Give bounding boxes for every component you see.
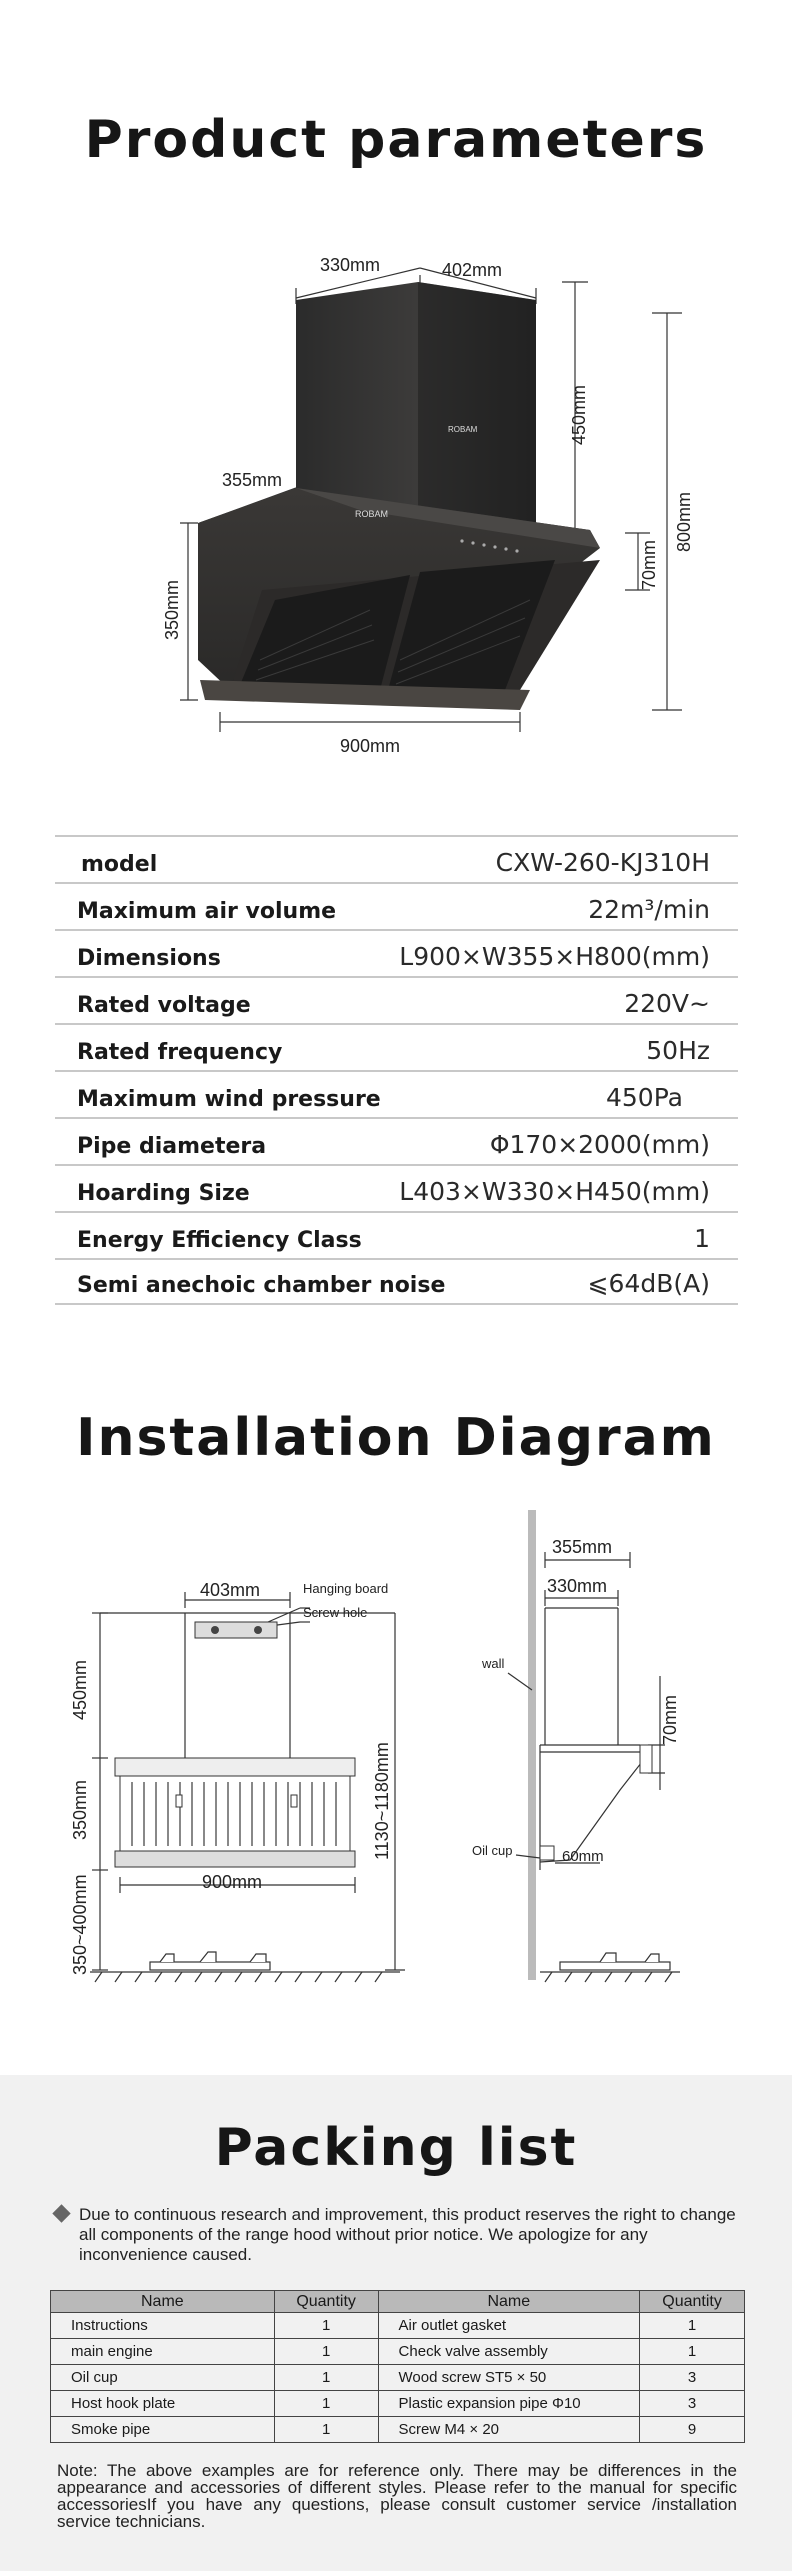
param-row xyxy=(55,1258,738,1305)
notice-paragraph xyxy=(55,2205,745,2265)
front-h350: 350mm xyxy=(70,1779,90,1840)
dim-top-width: 402mm xyxy=(442,260,503,280)
installation-diagram-figure xyxy=(55,1500,755,2020)
table-row xyxy=(51,2391,745,2417)
side-lip: 70mm xyxy=(660,1694,680,1745)
param-row xyxy=(55,1117,738,1164)
param-value: CXW-260-KJ310H xyxy=(495,848,710,877)
screw-hole-label: Screw hole xyxy=(303,1605,368,1620)
param-value: ⩽64dB(A) xyxy=(587,1269,710,1298)
item-name: Host hook plate xyxy=(51,2391,275,2417)
item-name: Air outlet gasket xyxy=(378,2313,640,2339)
dim-total-height: 800mm xyxy=(674,491,694,552)
param-row xyxy=(55,1070,738,1117)
param-label: Pipe diametera xyxy=(77,1134,267,1159)
item-qty: 3 xyxy=(640,2365,745,2391)
param-value: L403×W330×H450(mm) xyxy=(399,1177,710,1206)
param-row xyxy=(55,1164,738,1211)
param-value: 220V~ xyxy=(624,989,710,1018)
param-label: Maximum wind pressure xyxy=(77,1087,381,1112)
item-name: main engine xyxy=(51,2339,275,2365)
packing-header-row xyxy=(51,2291,745,2313)
item-qty: 1 xyxy=(274,2365,378,2391)
item-qty: 3 xyxy=(640,2391,745,2417)
param-row xyxy=(55,1023,738,1070)
param-value: 1 xyxy=(694,1224,710,1253)
item-qty: 1 xyxy=(640,2339,745,2365)
brand-logo-panel: ROBAM xyxy=(355,509,389,519)
dim-panel-depth: 355mm xyxy=(222,470,283,490)
param-value: 50Hz xyxy=(646,1036,710,1065)
table-row xyxy=(51,2313,745,2339)
item-name: Screw M4 × 20 xyxy=(378,2417,640,2443)
item-qty: 1 xyxy=(274,2313,378,2339)
installation-diagram-title: Installation Diagram xyxy=(76,1408,716,1468)
brand-logo-small: ROBAM xyxy=(448,425,478,434)
param-row xyxy=(55,835,738,882)
item-qty: 1 xyxy=(274,2417,378,2443)
item-name: Plastic expansion pipe Φ10 xyxy=(378,2391,640,2417)
param-label: Dimensions xyxy=(77,946,221,971)
product-parameters-title: Product parameters xyxy=(84,110,708,170)
side-d355: 355mm xyxy=(552,1537,613,1557)
param-value: Φ170×2000(mm) xyxy=(489,1130,710,1159)
hanging-board-label: Hanging board xyxy=(303,1581,389,1596)
param-row xyxy=(55,1211,738,1258)
param-value: L900×W355×H800(mm) xyxy=(399,942,710,971)
param-row xyxy=(55,882,738,929)
packing-table xyxy=(50,2290,745,2443)
front-total-height: 1130~1180mm xyxy=(372,1742,392,1860)
header-name: Name xyxy=(51,2291,275,2313)
diamond-bullet-icon xyxy=(52,2204,70,2222)
item-qty: 1 xyxy=(274,2391,378,2417)
param-label: Energy Efficiency Class xyxy=(77,1228,362,1253)
param-label: Maximum air volume xyxy=(77,899,337,924)
item-name: Instructions xyxy=(51,2313,275,2339)
packing-list-title: Packing list xyxy=(214,2118,578,2178)
header-quantity: Quantity xyxy=(640,2291,745,2313)
table-row xyxy=(51,2417,745,2443)
item-qty: 1 xyxy=(274,2339,378,2365)
table-row xyxy=(51,2365,745,2391)
item-name: Oil cup xyxy=(51,2365,275,2391)
param-label: Hoarding Size xyxy=(77,1181,250,1206)
table-row xyxy=(51,2339,745,2365)
dim-width: 900mm xyxy=(340,736,401,756)
header-name: Name xyxy=(378,2291,640,2313)
dim-lip: 70mm xyxy=(639,539,659,590)
front-top-width: 403mm xyxy=(200,1580,261,1600)
front-h450: 450mm xyxy=(70,1659,90,1720)
item-name: Check valve assembly xyxy=(378,2339,640,2365)
oil-cup-label: Oil cup xyxy=(472,1843,513,1858)
item-qty: 1 xyxy=(640,2313,745,2339)
side-d60: 60mm xyxy=(562,1848,604,1865)
dim-side-height: 350mm xyxy=(162,579,182,640)
range-hood-dimension-figure xyxy=(150,250,710,770)
dim-top-depth: 330mm xyxy=(320,255,381,275)
param-label: Rated frequency xyxy=(77,1040,283,1065)
param-value: 22m³/min xyxy=(588,895,710,924)
param-label: model xyxy=(81,852,158,877)
parameter-table xyxy=(55,835,738,1305)
param-label: Rated voltage xyxy=(77,993,251,1018)
item-name: Wood screw ST5 × 50 xyxy=(378,2365,640,2391)
param-label: Semi anechoic chamber noise xyxy=(77,1273,446,1298)
dim-column-height: 450mm xyxy=(569,384,589,445)
item-name: Smoke pipe xyxy=(51,2417,275,2443)
front-gap: 350~400mm xyxy=(70,1874,90,1975)
footer-note: Note: The above examples are for reference only. There may be differences in the appearance and accessories of different styles. Please refer to the manual for specific accessoriesIf you have any questions, please consult customer service /installation service technicians. xyxy=(57,2461,737,2531)
param-value: 450Pa xyxy=(606,1083,683,1112)
wall-label: wall xyxy=(482,1656,505,1671)
notice-text: Due to continuous research and improvement, this product reserves the right to change all components of the range hood without prior notice. We apologize for any inconvenience caused. xyxy=(79,2205,736,2264)
front-width: 900mm xyxy=(202,1872,263,1892)
param-row xyxy=(55,929,738,976)
param-row xyxy=(55,976,738,1023)
header-quantity: Quantity xyxy=(274,2291,378,2313)
side-d330: 330mm xyxy=(547,1576,608,1596)
item-qty: 9 xyxy=(640,2417,745,2443)
